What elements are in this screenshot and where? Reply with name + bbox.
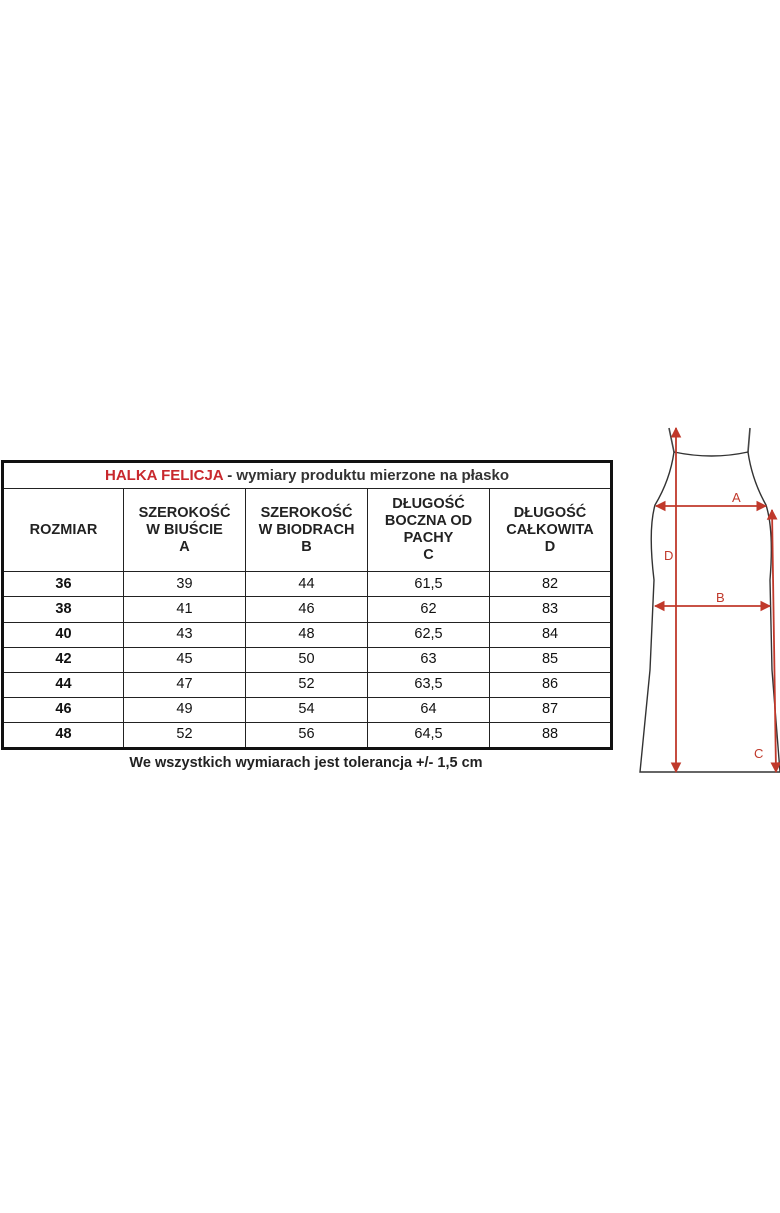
size-cell: 36 — [3, 572, 124, 597]
column-header-line: CAŁKOWITA — [506, 521, 594, 538]
product-name: HALKA FELICJA — [105, 467, 224, 485]
measurement-cell: 82 — [490, 572, 612, 597]
measurement-cell: 56 — [246, 722, 368, 748]
column-header-line: BOCZNA OD — [384, 513, 473, 530]
tolerance-note: We wszystkich wymiarach jest tolerancja +/- 1,5 cm — [129, 755, 483, 771]
c-arrow — [772, 510, 776, 772]
slip-outline — [640, 452, 780, 772]
table-row — [3, 597, 612, 622]
header-row — [3, 489, 612, 572]
measurement-cell: 62 — [368, 597, 490, 622]
measurement-cell: 83 — [490, 597, 612, 622]
measurement-cell: 84 — [490, 622, 612, 647]
measurement-cell: 39 — [124, 572, 246, 597]
table-row — [3, 572, 612, 597]
table-row — [3, 672, 612, 697]
table-body — [3, 572, 612, 749]
column-header — [490, 489, 612, 572]
column-header-line: W BIODRACH — [258, 521, 355, 538]
measurement-cell: 64,5 — [368, 722, 490, 748]
measurement-cell: 44 — [246, 572, 368, 597]
d-label: D — [664, 548, 674, 563]
c-label: C — [754, 746, 764, 761]
size-cell: 44 — [3, 672, 124, 697]
left-strap — [669, 428, 674, 452]
column-header-line: W BIUŚCIE — [146, 521, 223, 538]
size-table — [1, 460, 613, 750]
measurement-cell: 54 — [246, 697, 368, 722]
column-header-line: D — [544, 538, 556, 555]
table-title — [3, 462, 612, 489]
a-label: A — [732, 490, 741, 505]
measurement-cell: 88 — [490, 722, 612, 748]
measurement-cell: 46 — [246, 597, 368, 622]
table-row — [3, 647, 612, 672]
size-cell: 38 — [3, 597, 124, 622]
size-cell: 48 — [3, 722, 124, 748]
title-description: - wymiary produktu mierzone na płasko — [223, 467, 509, 485]
table-row — [3, 697, 612, 722]
measurement-cell: 63 — [368, 647, 490, 672]
column-header-line: SZEROKOŚĆ — [138, 504, 231, 521]
column-header-line: PACHY — [403, 530, 454, 547]
column-header-line: B — [301, 538, 312, 555]
table-row — [3, 622, 612, 647]
measurement-cell: 48 — [246, 622, 368, 647]
column-header-line: SZEROKOŚĆ — [260, 504, 353, 521]
size-cell: 42 — [3, 647, 124, 672]
measurement-cell: 62,5 — [368, 622, 490, 647]
column-header-line: C — [423, 547, 434, 564]
right-strap — [748, 428, 750, 452]
measurement-cell: 47 — [124, 672, 246, 697]
column-header-line: DŁUGOŚĆ — [392, 496, 465, 513]
column-header — [246, 489, 368, 572]
column-header-line: A — [179, 538, 190, 555]
measurement-cell: 61,5 — [368, 572, 490, 597]
measurement-cell: 87 — [490, 697, 612, 722]
size-cell: 46 — [3, 697, 124, 722]
measurement-cell: 45 — [124, 647, 246, 672]
measurement-cell: 52 — [124, 722, 246, 748]
table-row — [3, 722, 612, 748]
measurement-cell: 43 — [124, 622, 246, 647]
b-label: B — [716, 590, 725, 605]
size-cell: 40 — [3, 622, 124, 647]
column-header — [3, 489, 124, 572]
column-header-line: ROZMIAR — [29, 521, 98, 538]
measurement-cell: 63,5 — [368, 672, 490, 697]
measurement-cell: 85 — [490, 647, 612, 672]
column-header — [124, 489, 246, 572]
slip-diagram — [624, 420, 780, 780]
measurement-cell: 64 — [368, 697, 490, 722]
measurement-cell: 86 — [490, 672, 612, 697]
column-header — [368, 489, 490, 572]
measurement-cell: 49 — [124, 697, 246, 722]
measurement-cell: 52 — [246, 672, 368, 697]
column-header-line: DŁUGOŚĆ — [513, 504, 587, 521]
measurement-cell: 41 — [124, 597, 246, 622]
measurement-cell: 50 — [246, 647, 368, 672]
